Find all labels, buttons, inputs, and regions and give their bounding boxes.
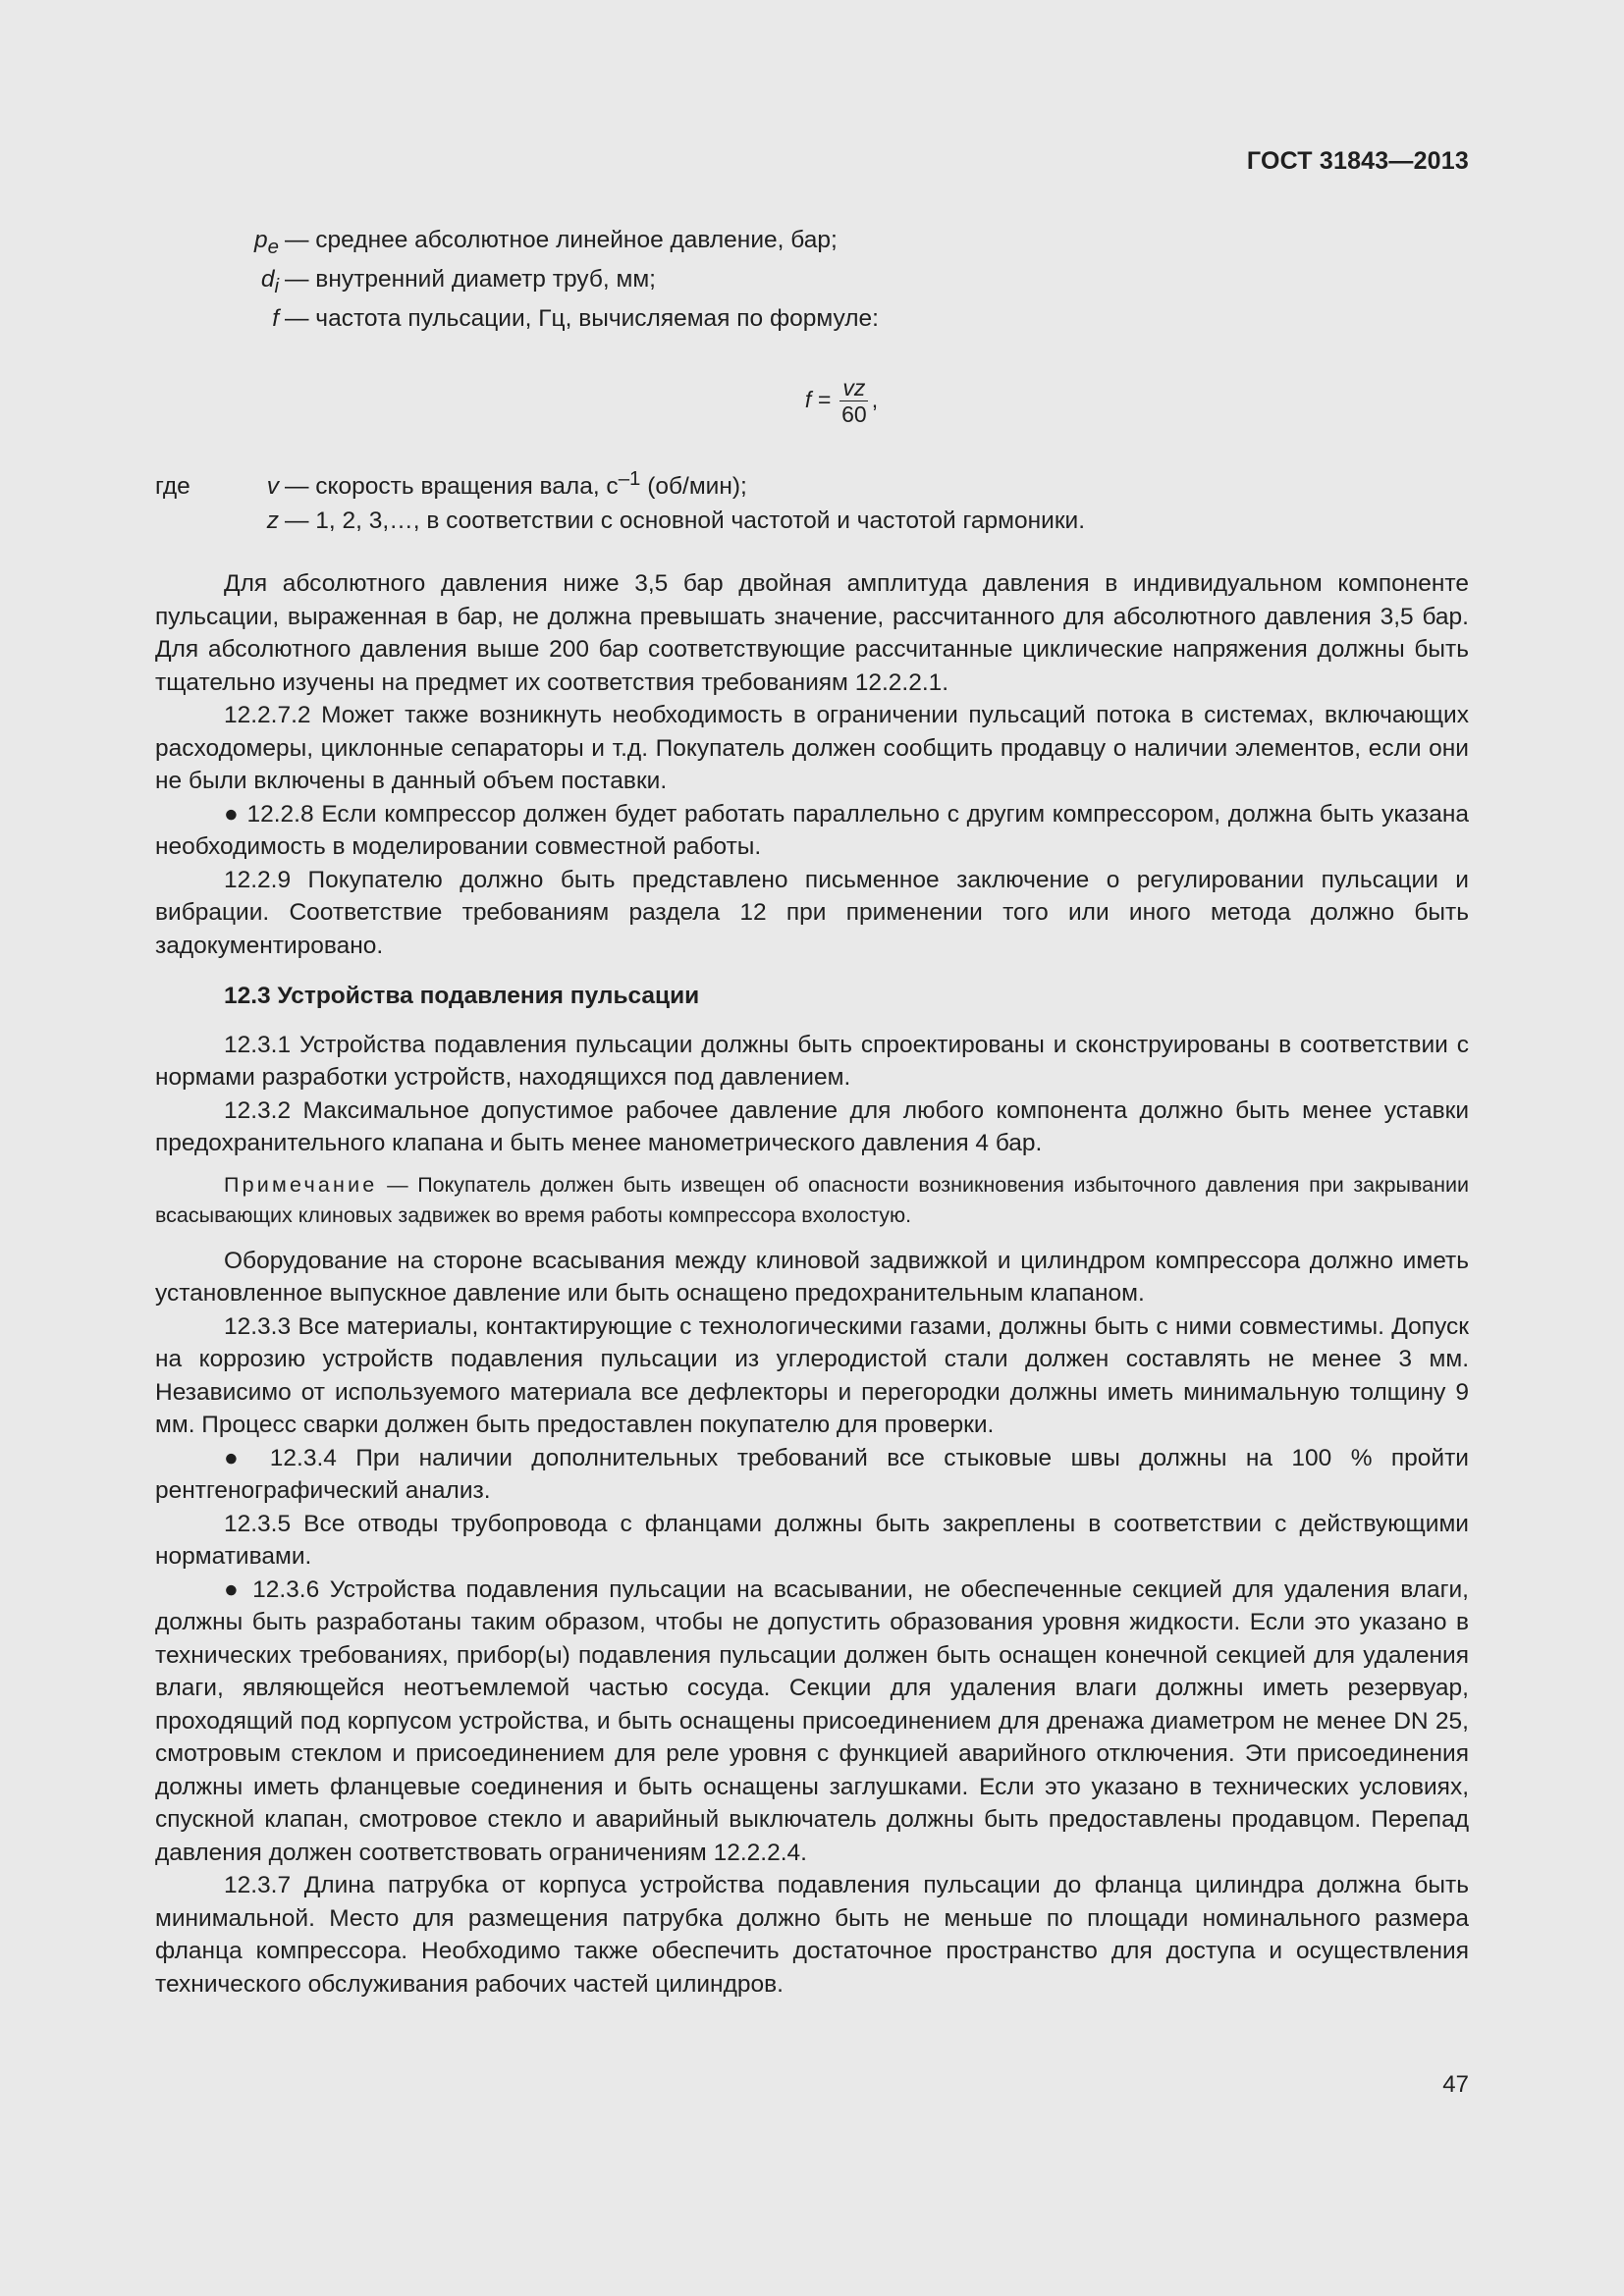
formula-lhs: f = (804, 387, 832, 413)
paragraph: 12.2.9 Покупателю должно быть представлено письменное заключение о регулировании пульсации и вибрации. Соответствие требованиям раздела 12 при применении того или иного метода должно быть задокументировано. (155, 866, 1469, 959)
where-row (155, 463, 1469, 505)
formula-numerator: vz (839, 375, 868, 401)
definition-row (155, 263, 1469, 302)
definition-text: — внутренний диаметр труб, мм; (285, 266, 656, 293)
where-text: — 1, 2, 3,…, в соответствии с основной частотой и частотой гармоники. (285, 507, 1086, 534)
definition-symbol: f (272, 305, 279, 332)
formula-fraction (839, 375, 870, 427)
frequency-formula (214, 342, 1469, 459)
where-symbol: v (266, 473, 279, 501)
paragraph: 12.3.5 Все отводы трубопровода с фланцами должны быть закреплены в соответствии с действующими нормативами. (155, 1510, 1469, 1570)
paragraph: ● 12.3.6 Устройства подавления пульсации на всасывании, не обеспеченные секцией для удаления влаги, должны быть разработаны таким образом, чтобы не допустить образования уровня жидкости. Если это указано в технических требованиях, прибор(ы) подавления пульсации должен быть оснащен конечной секцией для удаления влаги, являющейся неотъемлемой частью сосуда. Секции для удаления влаги должны иметь резервуар, проходящий под корпусом устройства, и быть оснащены присоединением для дренажа диаметром не менее DN 25, смотровым стеклом и присоединением для реле уровня с функцией аварийного отключения. Эти присоединения должны иметь фланцевые соединения и быть оснащены заглушками. Если это указано в технических условиях, спускной клапан, смотровое стекло и аварийный выключатель должны быть предоставлены продавцом. Перепад давления должен соответствовать ограничениям 12.2.2.4. (155, 1575, 1469, 1866)
document-id-header: ГОСТ 31843—2013 (1246, 147, 1469, 175)
where-symbol: z (266, 507, 279, 534)
definition-symbol: $d_i$ (260, 266, 279, 297)
formula-where-block (155, 463, 1469, 546)
section-heading: 12.3 Устройства подавления пульсации (224, 983, 700, 1009)
paragraph: ● 12.2.8 Если компрессор должен будет работать параллельно с другим компрессором, должна быть указана необходимость в моделировании совместной работы. (155, 800, 1469, 860)
page-number: 47 (1442, 2071, 1469, 2098)
note-block (155, 1170, 1469, 1231)
page-content (155, 224, 1469, 2001)
formula-denominator: 60 (841, 400, 867, 427)
where-row (155, 505, 1469, 546)
where-label: где (155, 473, 190, 501)
paragraph: Оборудование на стороне всасывания между клиновой задвижкой и цилиндром компрессора должно иметь установленное выпускное давление или быть оснащено предохранительным клапаном. (155, 1247, 1469, 1307)
paragraph: 12.3.1 Устройства подавления пульсации должны быть спроектированы и сконструированы в соответствии с нормами разработки устройств, находящихся под давлением. (155, 1031, 1469, 1091)
paragraph: 12.2.7.2 Может также возникнуть необходимость в ограничении пульсаций потока в системах, включающих расходомеры, циклонные сепараторы и т.д. Покупатель должен сообщить продавцу о наличии элементов, если они не были включены в данный объем поставки. (155, 702, 1469, 794)
definition-row (155, 224, 1469, 263)
symbol-definitions (155, 224, 1469, 342)
definition-symbol: $p_e$ (254, 227, 279, 258)
definition-text: — частота пульсации, Гц, вычисляемая по формуле: (285, 305, 879, 332)
definition-row (155, 302, 1469, 342)
definition-text: — среднее абсолютное линейное давление, бар; (285, 227, 838, 253)
paragraph: 12.3.7 Длина патрубка от корпуса устройства подавления пульсации до фланца цилиндра должна быть минимальной. Место для размещения патрубка должно быть не меньше по площади номинального размера фланца компрессора. Необходимо также обеспечить достаточное пространство для доступа и осуществления технического обслуживания рабочих частей цилиндров. (155, 1872, 1469, 1998)
paragraph: ● 12.3.4 При наличии дополнительных требований все стыковые швы должны на 100 % пройти рентгенографический анализ. (155, 1444, 1469, 1504)
paragraph: 12.3.2 Максимальное допустимое рабочее давление для любого компонента должно быть менее уставки предохранительного клапана и быть менее манометрического давления 4 бар. (155, 1096, 1469, 1156)
where-text: — скорость вращения вала, $с^{-1}$ (об/мин); (285, 468, 747, 501)
paragraph: Для абсолютного давления ниже 3,5 бар двойная амплитуда давления в индивидуальном компоненте пульсации, выраженная в бар, не должна превышать значение, рассчитанного для абсолютного давления 3,5 бар. Для абсолютного давления выше 200 бар соответствующие рассчитанные циклические напряжения должны быть тщательно изучены на предмет их соответствия требованиям 12.2.2.1. (155, 570, 1469, 696)
paragraph: 12.3.3 Все материалы, контактирующие с технологическими газами, должны быть с ними совместимы. Допуск на коррозию устройств подавления пульсации из углеродистой стали должен составлять не менее 3 мм. Независимо от используемого материала все дефлекторы и перегородки должны иметь минимальную толщину 9 мм. Процесс сварки должен быть предоставлен покупателю для проверки. (155, 1312, 1469, 1438)
note-label: Примечание (224, 1172, 378, 1197)
note-text: — Покупатель должен быть извещен об опасности возникновения избыточного давления при закрывании всасывающих клиновых задвижек во время работы компрессора вхолостую. (155, 1172, 1469, 1227)
formula-tail: , (871, 387, 879, 413)
